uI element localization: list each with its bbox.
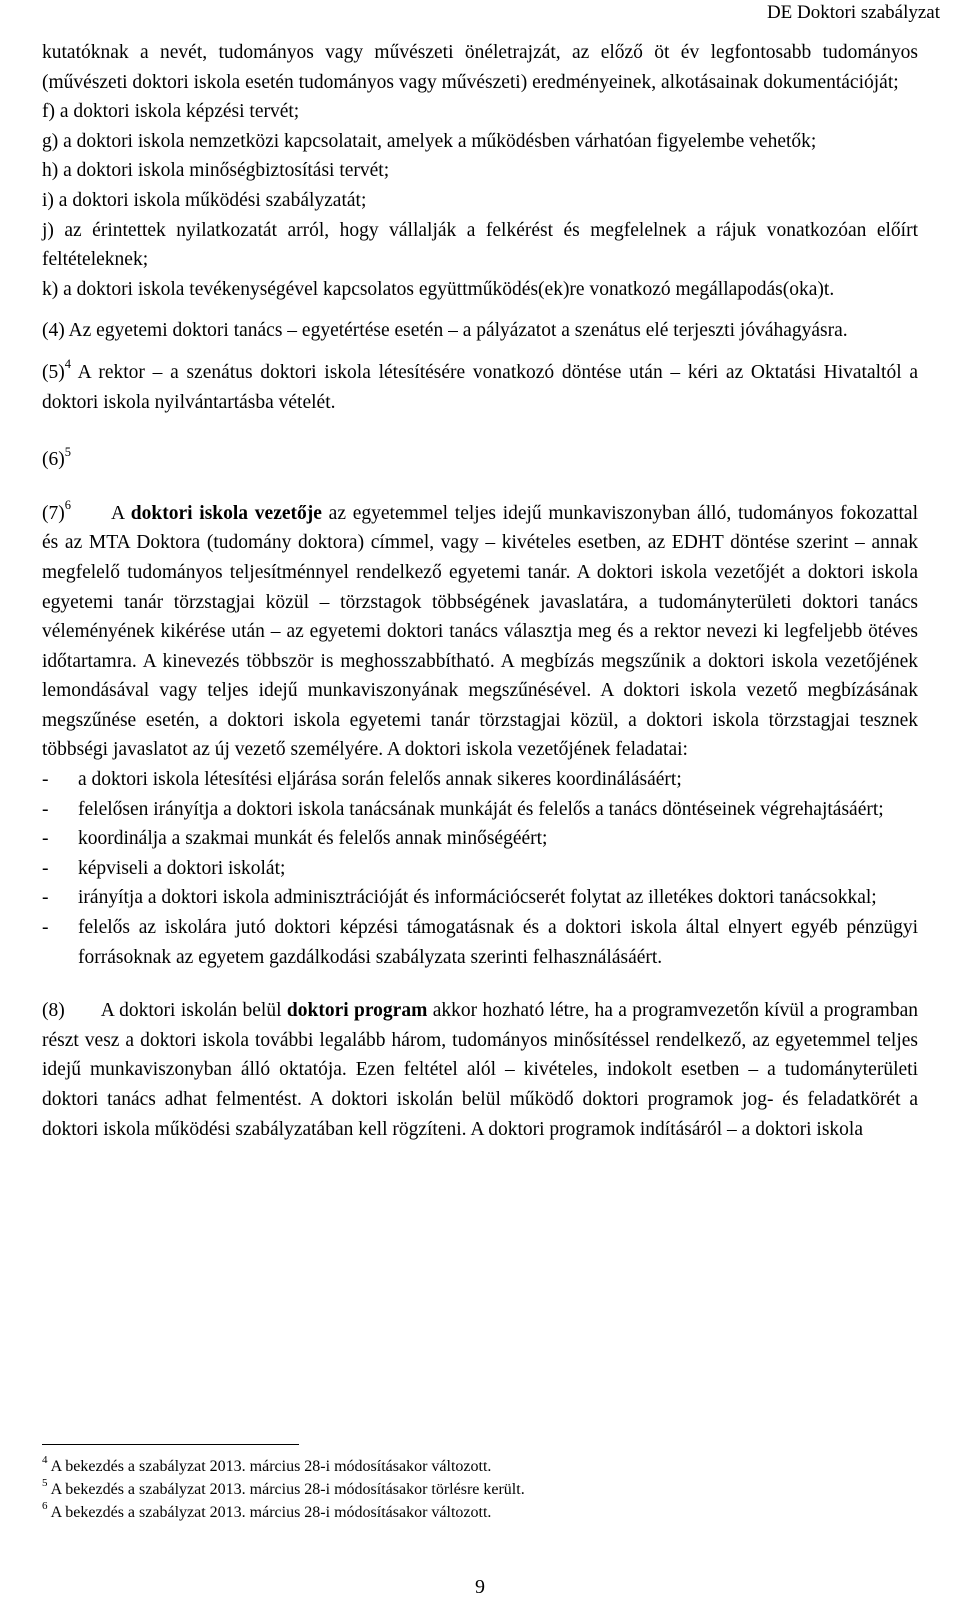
footnote-5: $^5$ A bekezdés a szabályzat 2013. március 28-i módosításakor törlésre került. (42, 1476, 525, 1498)
list-item: - koordinálja a szakmai munkát és felelős annak minőségéért; (42, 828, 548, 850)
page-number: 9 (475, 1576, 485, 1598)
paragraph-7-lead: A (111, 502, 131, 524)
list-item: - felelős az iskolára jutó doktori képzési támogatásnak és a doktori iskola által elnyert egyéb pénzügyi forrásoknak az egyetem gazdálkodási szabályzata szerinti felhasználásáért. (42, 917, 918, 968)
paragraph-6 (42, 445, 918, 475)
paragraph-6-number: (6) (42, 449, 65, 471)
paragraph-7-text: az egyetemmel teljes idejű munkaviszonyban álló, tudományos fokozattal és az MTA Doktora (tudomány doktora) címmel, vagy – kivételes esetben, az EDHT döntése szerint – annak megfelelő tudományos teljesítménnyel rendelkező egyetemi tanár. A doktori iskola vezetőjét a doktori iskola egyetemi tanár törzstagjai közül – törzstagok többségének javaslatára, a tudományterületi doktori tanács véleményének kikérése után – az egyetemi doktori tanács választja meg és a rektor nevezi ki legfeljebb ötéves időtartamra. A kinevezés többször is meghosszabbítható. A megbízás megszűnik a doktori iskola vezetőjének lemondásával vagy teljes idejű munkaviszonyának megszűnésével. A doktori iskola vezető megbízásának megszűnése esetén, a doktori iskola egyetemi tanár törzstagjai közül, a doktori iskola törzstagjai tesznek többségi javaslatot az új vezető személyére. A doktori iskola vezetőjének feladatai: (42, 502, 918, 761)
list-item-i: i) a doktori iskola működési szabályzatát; (42, 189, 367, 211)
footnote-separator (42, 1444, 299, 1445)
paragraph-7 (42, 499, 918, 765)
paragraph-7-term: doktori iskola vezetője (130, 502, 322, 524)
paragraph-7-number: (7) (42, 502, 65, 524)
paragraph-5-number: (5) (42, 361, 65, 383)
paragraph-4: (4) Az egyetemi doktori tanács – egyetértése esetén – a pályázatot a szenátus elé terjeszti jóváhagyásra. (42, 320, 848, 342)
list-item-k: k) a doktori iskola tevékenységével kapcsolatos együttműködés(ek)re vonatkozó megállapodás(oka)t. (42, 278, 835, 300)
running-header: DE Doktori szabályzat (766, 2, 940, 23)
paragraph-5-text: A rektor – a szenátus doktori iskola létesítésére vonatkozó döntése után – kéri az Oktatási Hivataltól a doktori iskola nyilvántartásba vételét. (42, 361, 918, 413)
list-item: - irányítja a doktori iskola adminisztrációját és információcserét folytat az illetékes doktori tanácsokkal; (42, 887, 877, 909)
list-item: - felelősen irányítja a doktori iskola tanácsának munkáját és felelős a tanács döntéseinek végrehajtásáért; (42, 798, 884, 820)
list-item-j: j) az érintettek nyilatkozatát arról, hogy vállalják a felkérést és megfelelnek a rájuk vonatkozóan előírt feltételeknek; (42, 219, 918, 271)
list-item: - képviseli a doktori iskolát; (42, 857, 286, 879)
footnotes (42, 1444, 918, 1524)
footnote-ref-5: 5 (64, 444, 71, 459)
list-item-f: f) a doktori iskola képzési tervét; (42, 101, 300, 123)
document-body (42, 38, 918, 1144)
footnote-4: $^4$ A bekezdés a szabályzat 2013. március 28-i módosításakor változott. (42, 1453, 492, 1475)
list-item-h: h) a doktori iskola minőségbiztosítási tervét; (42, 160, 390, 182)
paragraph-8-text: akkor hozható létre, ha a programvezetőn kívül a programban részt vesz a doktori iskola további legalább három, tudományos minősítéssel rendelkező, az egyetemmel teljes idejű munkaviszonyban álló oktatója. Ezen feltétel alól – kivételes, indokolt esetben – a tudományterületi doktori tanács adhat felmentést. A doktori iskolán belül működő doktori programok jog- és feladatkörét a doktori iskola működési szabályzatában kell rögzíteni. A doktori programok indításáról – a doktori iskola (42, 1000, 919, 1140)
list-item-e-cont: kutatóknak a nevét, tudományos vagy művészeti önéletrajzát, az előző öt év legfontosabb tudományos (művészeti doktori iskola esetén tudományos vagy művészeti) eredményeinek, alkotásainak dokumentációját; (42, 42, 918, 93)
paragraph-5 (42, 358, 918, 417)
footnote-ref-4: 4 (64, 357, 71, 372)
footnote-ref-6: 6 (64, 498, 71, 513)
paragraph-8-term: doktori program (286, 1000, 428, 1022)
list-item-g: g) a doktori iskola nemzetközi kapcsolatait, amelyek a működésben várhatóan figyelembe vehetők; (42, 130, 817, 152)
director-tasks-list (42, 765, 918, 972)
paragraph-8-number: (8) (42, 1000, 65, 1022)
list-item: - a doktori iskola létesítési eljárása során felelős annak sikeres koordinálásáért; (42, 769, 682, 791)
paragraph-8 (42, 996, 918, 1144)
footnote-6: $^6$ A bekezdés a szabályzat 2013. március 28-i módosításakor változott. (42, 1499, 492, 1521)
paragraph-8-lead: A doktori iskolán belül (100, 1000, 287, 1022)
